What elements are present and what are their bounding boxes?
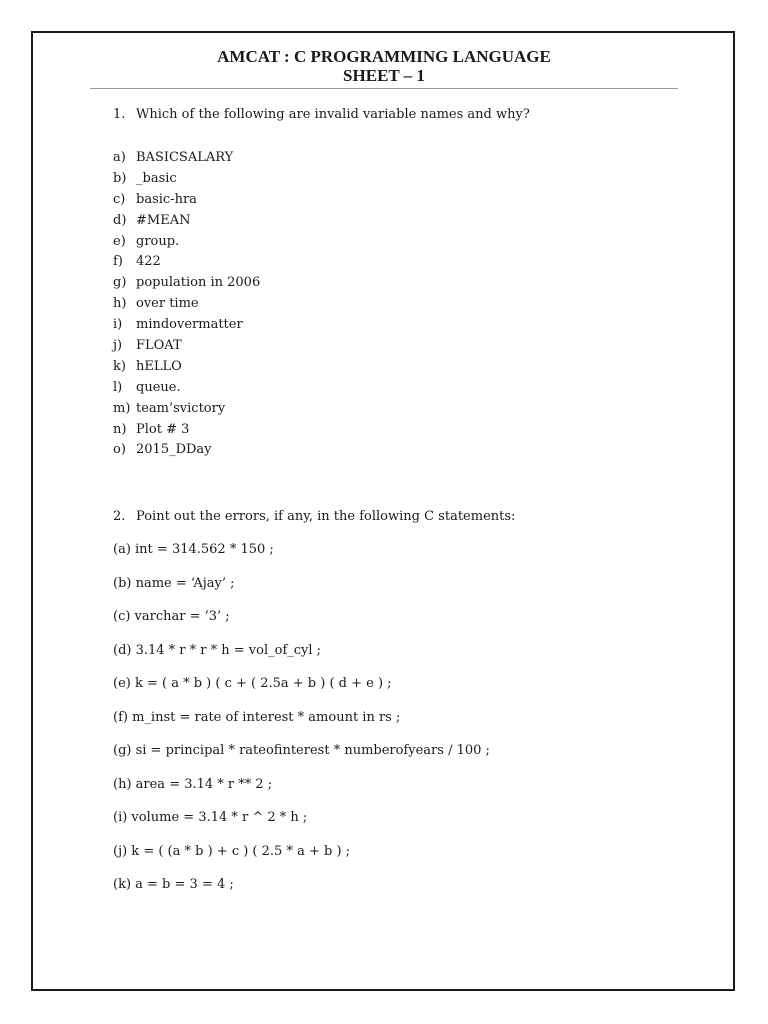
option-text: Plot # 3 [136, 421, 190, 437]
option-h [113, 294, 260, 315]
statement-a: (a) int = 314.562 * 150 ; [113, 542, 274, 557]
option-label: n) [113, 421, 127, 437]
statement-k: (k) a = b = 3 = 4 ; [113, 877, 234, 893]
option-label: a) [113, 150, 126, 165]
statement-j: (j) k = ( (a * b ) + c ) ( 2.5 * a + b ) ; [113, 843, 351, 859]
option-label: l) [113, 379, 123, 395]
option-text: FLOAT [136, 338, 182, 354]
statement-f: (f) m_inst = rate of interest * amount in rs ; [113, 709, 401, 725]
statement-e: (e) k = ( a * b ) ( c + ( 2.5a + b ) ( d + e ) ; [113, 676, 392, 692]
option-text: 2015_DDay [136, 442, 212, 458]
document-header [0, 47, 768, 85]
question-1 [113, 107, 530, 122]
option-label: m) [113, 400, 131, 416]
statement-g: (g) si = principal * rateofinterest * numberofyears / 100 ; [113, 743, 490, 759]
statement-c: (c) varchar = ‘3’ ; [113, 609, 230, 625]
question-1-number: 1. [113, 107, 126, 122]
question-2-number: 2. [113, 509, 126, 524]
option-text: over time [136, 296, 199, 312]
statement-i: (i) volume = 3.14 * r ^ 2 * h ; [113, 810, 308, 826]
option-text: basic-hra [136, 191, 197, 207]
option-a [113, 148, 260, 169]
option-f [113, 252, 260, 273]
option-text: #MEAN [136, 212, 191, 228]
option-o [113, 440, 260, 461]
option-label: j) [113, 338, 123, 354]
option-label: g) [113, 275, 127, 291]
option-label: h) [113, 296, 127, 312]
option-label: b) [113, 170, 127, 186]
document-subtitle: SHEET – 1 [343, 66, 425, 85]
option-label: o) [113, 442, 126, 458]
option-text: hELLO [136, 358, 182, 374]
option-c [113, 190, 260, 211]
option-text: 422 [136, 254, 161, 270]
option-label: i) [113, 317, 123, 333]
option-m [113, 399, 260, 420]
question-1-text: Which of the following are invalid variable names and why? [136, 107, 530, 122]
option-i [113, 315, 260, 336]
option-label: d) [113, 212, 127, 228]
statement-d: (d) 3.14 * r * r * h = vol_of_cyl ; [113, 642, 322, 658]
option-text: BASICSALARY [136, 150, 234, 165]
option-k [113, 357, 260, 378]
statement-h: (h) area = 3.14 * r ** 2 ; [113, 776, 273, 792]
option-b [113, 169, 260, 190]
question-1-options [113, 148, 260, 461]
option-l [113, 378, 260, 399]
option-g [113, 273, 260, 294]
option-text: population in 2006 [136, 275, 261, 291]
option-label: c) [113, 191, 126, 207]
option-text: group. [136, 233, 180, 249]
option-label: k) [113, 358, 126, 374]
option-text: _basic [136, 170, 177, 186]
document-title: AMCAT : C PROGRAMMING LANGUAGE [217, 47, 551, 66]
question-2-statements [113, 542, 490, 911]
header-divider [90, 88, 678, 89]
option-d [113, 211, 260, 232]
option-j [113, 336, 260, 357]
option-n [113, 420, 260, 441]
question-2 [113, 509, 515, 524]
option-e [113, 232, 260, 253]
statement-b: (b) name = ‘Ajay’ ; [113, 575, 235, 591]
option-text: queue. [136, 379, 181, 395]
option-label: f) [113, 254, 123, 270]
option-label: e) [113, 233, 126, 249]
question-2-text: Point out the errors, if any, in the following C statements: [136, 509, 516, 524]
option-text: team’svictory [136, 400, 226, 416]
option-text: mindovermatter [136, 317, 243, 333]
